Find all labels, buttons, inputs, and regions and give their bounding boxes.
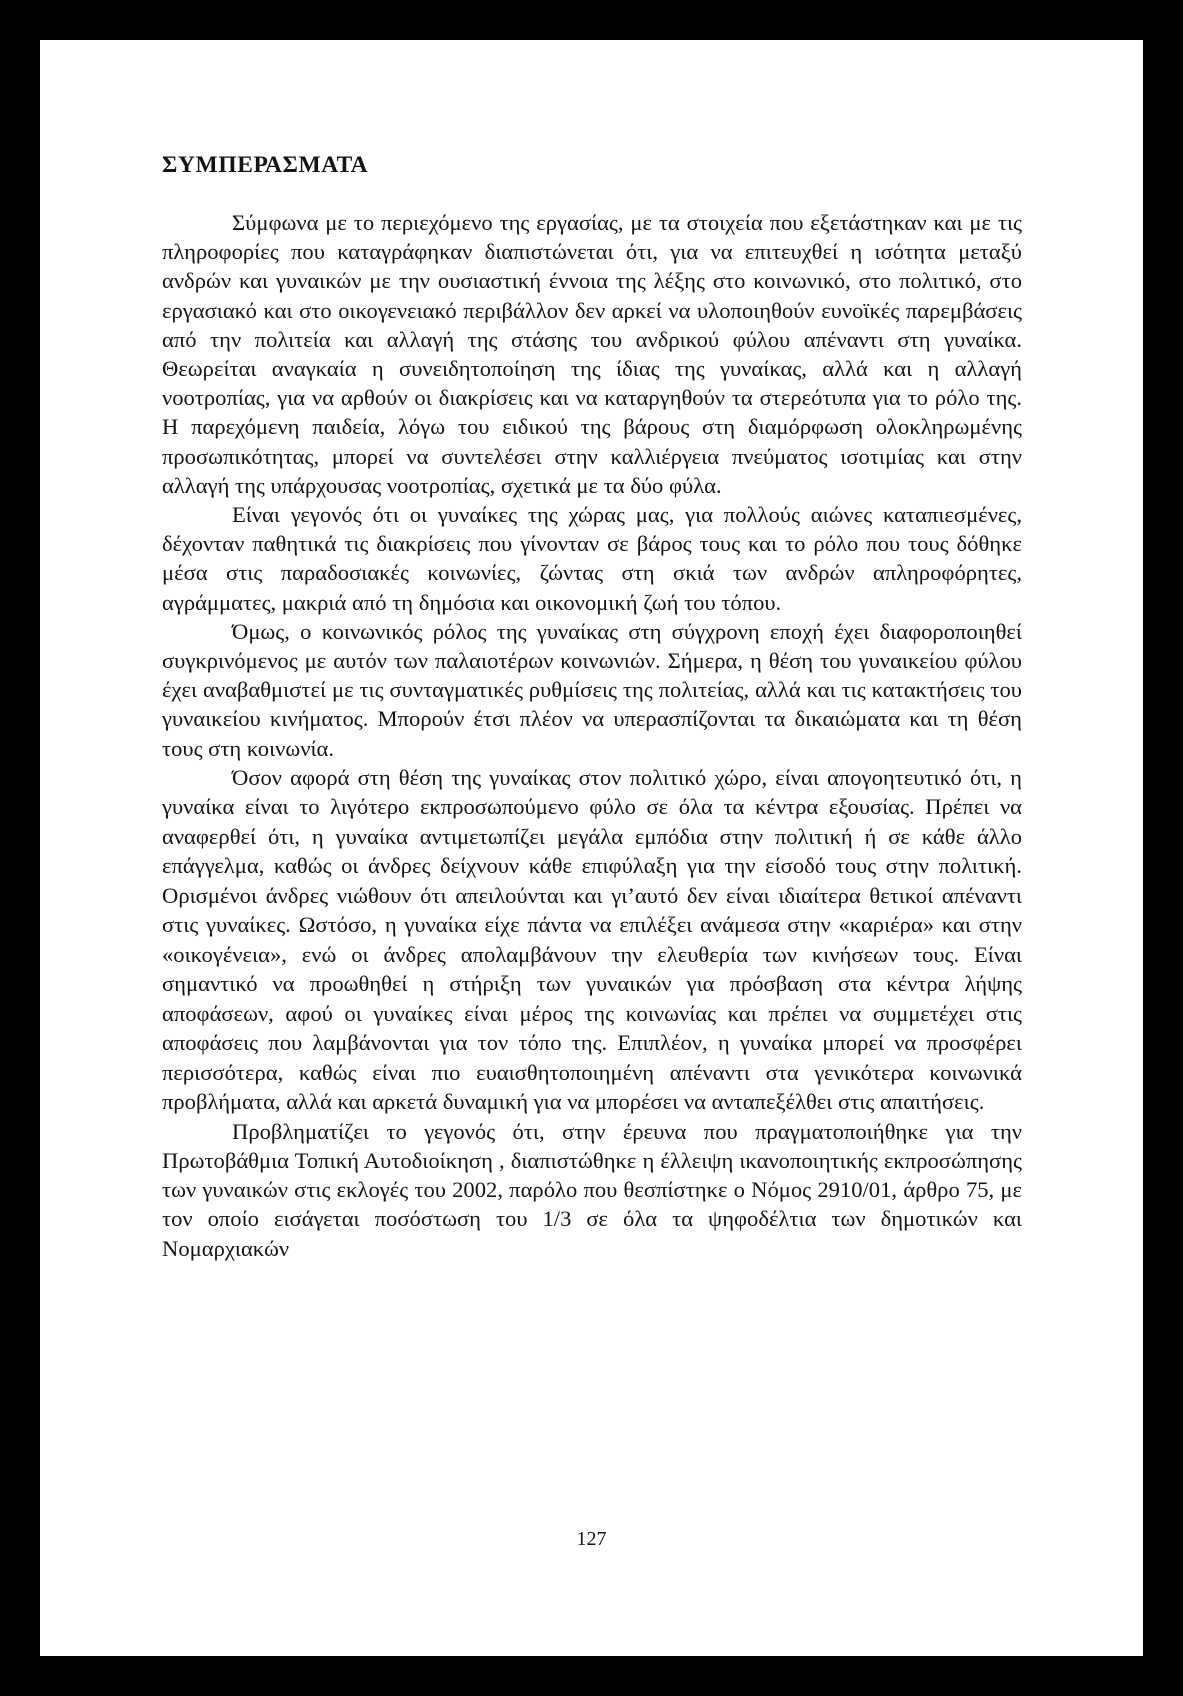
document-page [40, 40, 1143, 1656]
paragraph-1: Σύμφωνα με το περιεχόμενο της εργασίας, με τα στοιχεία που εξετάστηκαν και με τις πληροφορίες που καταγράφηκαν διαπιστώνεται ότι, για να επιτευχθεί η ισότητα μεταξύ ανδρών και γυναικών με την ουσιαστική έννοια της λέξης στο κοινωνικό, στο πολιτικό, στο εργασιακό και στο οικογενειακό περιβάλλον δεν αρκεί να υλοποιηθούν ευνοϊκές παρεμβάσεις από την πολιτεία και αλλαγή της στάσης του ανδρικού φύλου απέναντι στη γυναίκα. Θεωρείται αναγκαία η συνειδητοποίηση της ίδιας της γυναίκας, αλλά και η αλλαγή νοοτροπίας, για να αρθούν οι διακρίσεις και να καταργηθούν τα στερεότυπα για το ρόλο της. Η παρεχόμενη παιδεία, λόγω του ειδικού της βάρους στη διαμόρφωση ολοκληρωμένης προσωπικότητας, μπορεί να συντελέσει στην καλλιέργεια πνεύματος ισοτιμίας και στην αλλαγή της υπάρχουσας νοοτροπίας, σχετικά με τα δύο φύλα. [162, 210, 1022, 498]
page-body [162, 150, 1022, 1263]
paragraph-2: Είναι γεγονός ότι οι γυναίκες της χώρας μας, για πολλούς αιώνες καταπιεσμένες, δέχονταν παθητικά τις διακρίσεις που γίνονταν σε βάρος τους και το ρόλο που τους δόθηκε μέσα στις παραδοσιακές κοινωνίες, ζώντας στη σκιά των ανδρών απληροφόρητες, αγράμματες, μακριά από τη δημόσια και οικονομική ζωή του τόπου. [162, 502, 1022, 615]
page-number: 127 [576, 1528, 607, 1550]
paragraph-3: Όμως, ο κοινωνικός ρόλος της γυναίκας στη σύγχρονη εποχή έχει διαφοροποιηθεί συγκρινόμενος με αυτόν των παλαιοτέρων κοινωνιών. Σήμερα, η θέση του γυναικείου φύλου έχει αναβαθμιστεί με τις συνταγματικές ρυθμίσεις της πολιτείας, αλλά και τις κατακτήσεις του γυναικείου κινήματος. Μπορούν έτσι πλέον να υπερασπίζονται τα δικαιώματα και τη θέση τους στη κοινωνία. [162, 618, 1022, 761]
section-heading: ΣΥΜΠΕΡΑΣΜΑΤΑ [162, 152, 369, 178]
paragraph-5: Προβληματίζει το γεγονός ότι, στην έρευνα που πραγματοποιήθηκε για την Πρωτοβάθμια Τοπική Αυτοδιοίκηση , διαπιστώθηκε η έλλειψη ικανοποιητικής εκπροσώπησης των γυναικών στις εκλογές του 2002, παρόλο που θεσπίστηκε ο Νόμος 2910/01, άρθρο 75, με τον οποίο εισάγεται ποσόστωση του 1/3 σε όλα τα ψηφοδέλτια των δημοτικών και Νομαρχιακών [162, 1118, 1022, 1261]
paragraph-4: Όσον αφορά στη θέση της γυναίκας στον πολιτικό χώρο, είναι απογοητευτικό ότι, η γυναίκα είναι το λιγότερο εκπροσωπούμενο φύλο σε όλα τα κέντρα εξουσίας. Πρέπει να αναφερθεί ότι, η γυναίκα αντιμετωπίζει μεγάλα εμπόδια στην πολιτική ή σε κάθε άλλο επάγγελμα, καθώς οι άνδρες δείχνουν κάθε επιφύλαξη για την είσοδό τους στην πολιτική. Ορισμένοι άνδρες νιώθουν ότι απειλούνται και γι’αυτό δεν είναι ιδιαίτερα θετικοί απέναντι στις γυναίκες. Ωστόσο, η γυναίκα είχε πάντα να επιλέξει ανάμεσα στην «καριέρα» και στην «οικογένεια», ενώ οι άνδρες απολαμβάνουν την ελευθερία των κινήσεων τους. Είναι σημαντικό να προωθηθεί η στήριξη των γυναικών για πρόσβαση στα κέντρα λήψης αποφάσεων, αφού οι γυναίκες είναι μέρος της κοινωνίας και πρέπει να συμμετέχει στις αποφάσεις που λαμβάνονται για τον τόπο της. Επιπλέον, η γυναίκα μπορεί να προσφέρει περισσότερα, καθώς είναι πιο ευαισθητοποιημένη απέναντι στα γενικότερα κοινωνικά προβλήματα, αλλά και αρκετά δυναμική για να μπορέσει να ανταπεξέλθει στις απαιτήσεις. [162, 764, 1022, 1115]
